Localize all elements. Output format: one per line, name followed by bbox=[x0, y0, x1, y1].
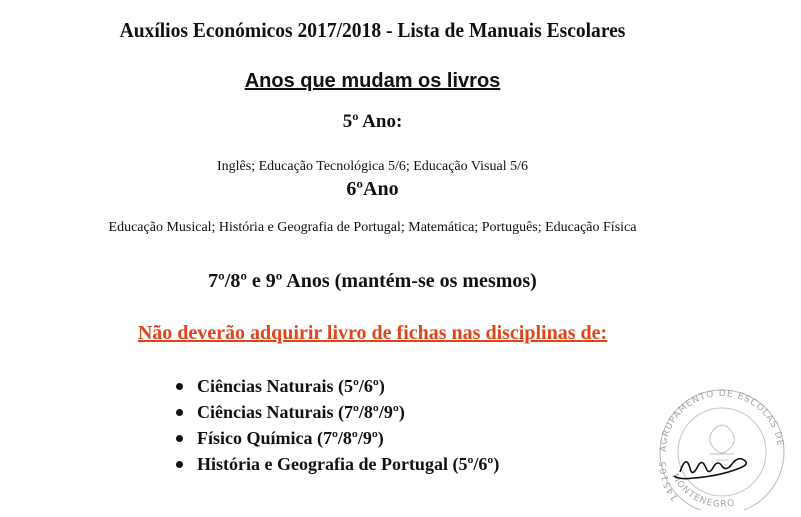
grades-7-8-9-note: 7º/8º e 9º Anos (mantém-se os mesmos) bbox=[208, 270, 537, 292]
bullet-icon bbox=[176, 409, 183, 416]
svg-text:AGRUPAMENTO DE ESCOLAS DE bbox=[659, 389, 785, 452]
no-workbook-subject-list bbox=[176, 373, 499, 477]
school-stamp-icon bbox=[652, 380, 792, 510]
bullet-icon bbox=[176, 435, 183, 442]
stamp-top-text: AGRUPAMENTO DE ESCOLAS DE bbox=[658, 388, 785, 453]
grade-6-heading: 6ºAno bbox=[346, 178, 399, 200]
stamp-code: 145105 bbox=[658, 460, 681, 503]
bullet-icon bbox=[176, 383, 183, 390]
workbook-warning: Não deverão adquirir livro de fichas nas disciplinas de: bbox=[137, 322, 608, 344]
list-item: Físico Química (7º/8º/9º) bbox=[176, 425, 499, 451]
list-item: Ciências Naturais (7º/8º/9º) bbox=[176, 399, 499, 425]
stamp-bottom-text: MONTENEGRO bbox=[669, 472, 737, 510]
section-subtitle: Anos que mudam os livros bbox=[244, 70, 501, 92]
list-item: Ciências Naturais (5º/6º) bbox=[176, 373, 499, 399]
grade-5-heading: 5º Ano: bbox=[342, 111, 403, 132]
list-item: História e Geografia de Portugal (5º/6º) bbox=[176, 451, 499, 477]
document-title: Auxílios Económicos 2017/2018 - Lista de Manuais Escolares bbox=[119, 18, 626, 42]
grade-6-subjects: Educação Musical; História e Geografia de Portugal; Matemática; Português; Educação Física bbox=[108, 220, 637, 235]
grade-5-subjects: Inglês; Educação Tecnológica 5/6; Educação Visual 5/6 bbox=[216, 159, 528, 174]
bullet-icon bbox=[176, 461, 183, 468]
